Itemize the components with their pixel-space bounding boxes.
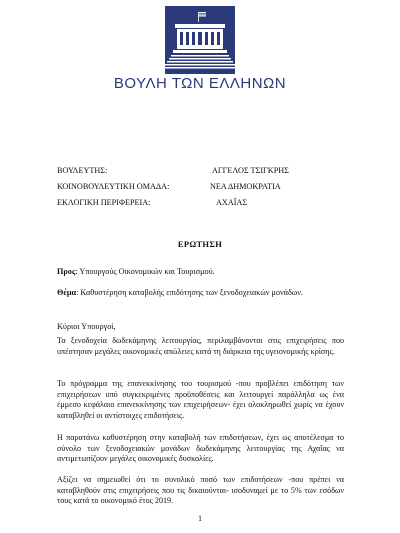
- page-number: 1: [198, 514, 202, 523]
- document-title: ΕΡΩΤΗΣΗ: [177, 239, 223, 249]
- subject-label: Θέμα: [57, 288, 77, 297]
- meta-value: ΑΧΑΪΑΣ: [216, 198, 248, 207]
- paragraph-1: Τα ξενοδοχεία δωδεκάμηνης λειτουργίας, περιλαμβάνονται στις επιχειρήσεις που υπέστησαν μεγάλες οικονομικές απώλειες κατά τη διάρκεια της υγειονομικής κρίσης.: [57, 336, 344, 356]
- recipient-text: : Υπουργούς Οικονομικών και Τουρισμού.: [75, 267, 215, 276]
- salutation: Κύριοι Υπουργοί,: [57, 322, 116, 331]
- subject-line: [57, 288, 303, 297]
- recipient-line: [57, 267, 215, 276]
- recipient-label: Προς: [57, 267, 76, 276]
- letterhead: [0, 0, 400, 100]
- parliament-building-logo: [165, 6, 235, 74]
- meta-key: ΒΟΥΛΕΥΤΗΣ:: [57, 166, 108, 175]
- subject-text: : Καθυστέρηση καταβολής επιδότησης των ξενοδοχειακών μονάδων.: [76, 288, 303, 297]
- paragraph-4: Αξίζει να σημειωθεί ότι το συνολικό ποσό των επιδοτήσεων -που πρέπει να καταβληθούν στις επιχειρήσεις που τις δικαιούνται- ισοδυναμεί με το 5% των εσόδων τους κατά το οικονομικό έτος 2019.: [57, 475, 344, 506]
- paragraph-3: Η παρατάνω καθυστέρηση στην καταβολή των επιδοτήσεων, έχει ως αποτέλεσμα το σύνολο των ξενοδοχειακών μονάδων δωδεκάμηνης λειτουργίας της Αχαΐας να αντιμετωπίζουν μεγάλες οικονομικές δυσκολίες.: [57, 433, 344, 464]
- paragraph-2: Το πρόγραμμα της επανεκκίνησης του τουρισμού -που προβλέπει επιδότηση των επιχειρήσεων υπό συγκεκριμένες προϋποθέσεις και λειτουργεί παράλληλα ως ένα έμμεσο κεφάλαιο επανεκκίνησης των επιχειρήσεων- έχει ολοκληρωθεί χωρίς να έχουν καταβληθεί οι αντίστοιχες επιδοτήσεις.: [57, 379, 344, 420]
- meta-key: ΚΟΙΝΟΒΟΥΛΕΥΤΙΚΗ ΟΜΑΔΑ:: [57, 182, 170, 191]
- parliament-name: ΒΟΥΛΗ ΤΩΝ ΕΛΛΗΝΩΝ: [113, 75, 287, 92]
- meta-value: ΝΕΑ ΔΗΜΟΚΡΑΤΙΑ: [210, 182, 281, 191]
- meta-value: ΑΓΓΕΛΟΣ ΤΣΙΓΚΡΗΣ: [212, 166, 289, 175]
- meta-key: ΕΚΛΟΓΙΚΗ ΠΕΡΙΦΕΡΕΙΑ:: [57, 198, 151, 207]
